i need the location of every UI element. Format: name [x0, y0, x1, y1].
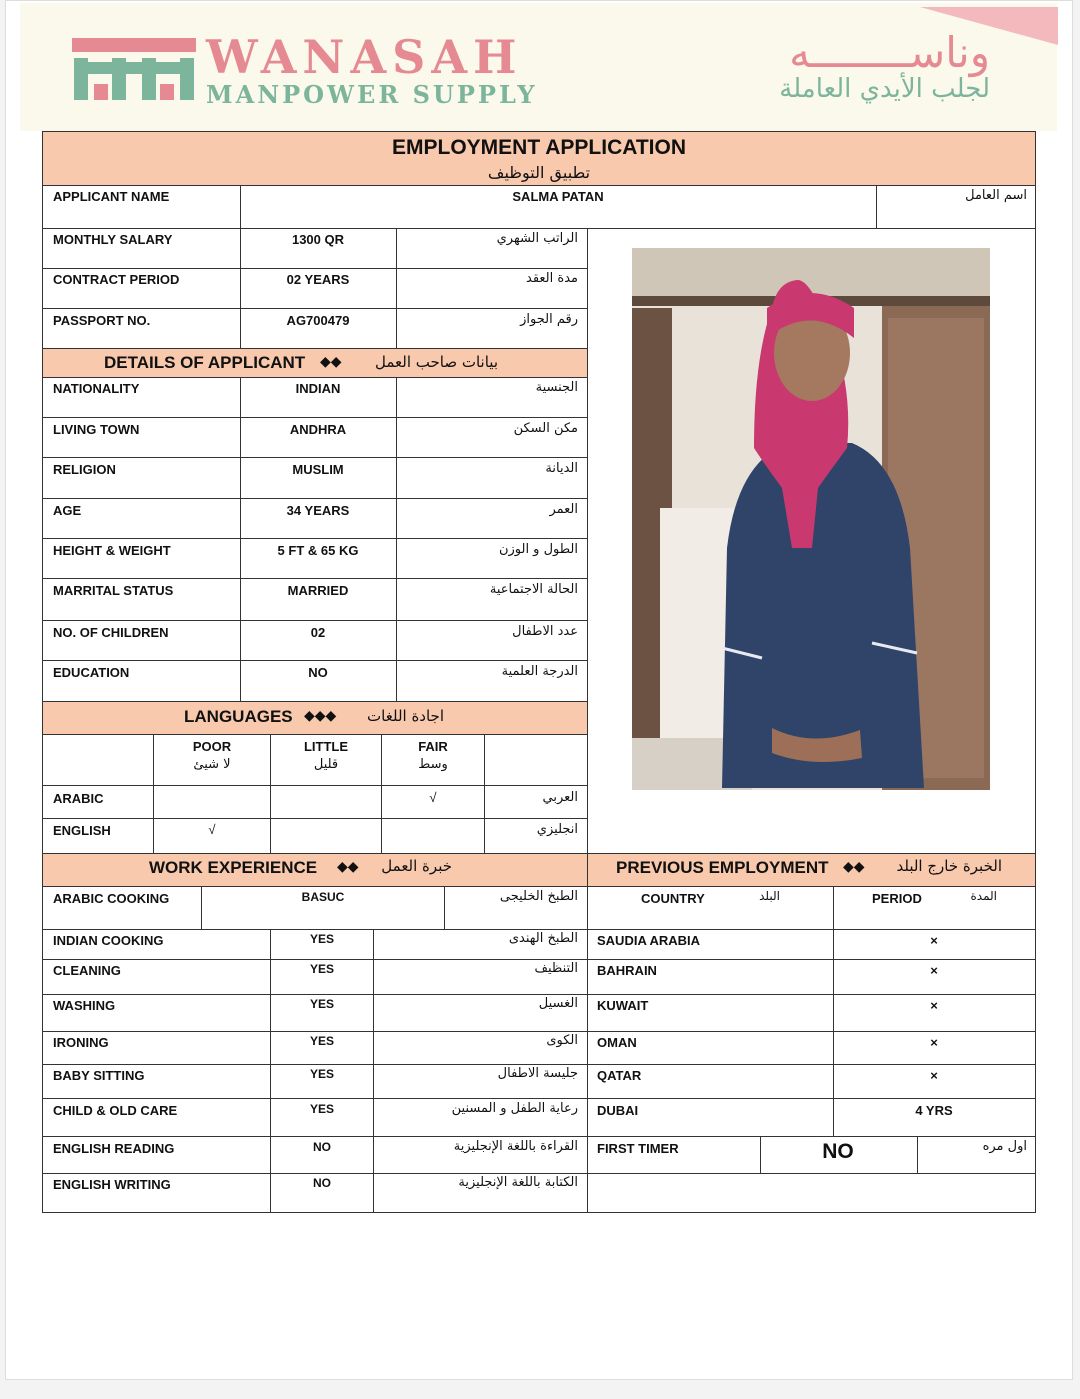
nationality-label: NATIONALITY — [53, 381, 140, 396]
level-little-ar: قليل — [313, 757, 339, 772]
level-little: LITTLE — [303, 739, 349, 754]
prev-period-col-ar: المدة — [970, 889, 997, 903]
logo-brand-en: WANASAH — [206, 30, 523, 84]
work-english-writing-label-ar: الكتابة باللغة الإنجليزية — [458, 1175, 578, 1190]
marital-status-label: MARRITAL STATUS — [53, 583, 174, 598]
form-title-ar: تطبيق التوظيف — [487, 163, 591, 182]
table-cell — [833, 886, 1036, 930]
level-poor-ar: لا شيئ — [193, 757, 231, 772]
work-ironing-label-ar: الكوى — [546, 1033, 578, 1048]
work-indian-cooking-label-ar: الطبخ الهندى — [508, 931, 578, 946]
work-arabic-cooking-label-ar: الطبخ الخليجى — [499, 889, 578, 904]
salary-label: MONTHLY SALARY — [53, 232, 173, 247]
age-value: 34 YEARS — [286, 503, 350, 518]
work-baby-sitting-value: YES — [309, 1067, 335, 1081]
details-header-label-ar: بيانات صاحب العمل — [375, 353, 498, 371]
prev-country-oman: OMAN — [597, 1035, 637, 1050]
living-town-label-ar: مكن السكن — [513, 421, 578, 436]
applicant-photo — [632, 248, 990, 790]
lang-english-poor: √ — [208, 822, 216, 837]
work-english-reading-label: ENGLISH READING — [53, 1141, 175, 1156]
work-header-label-ar: خبرة العمل — [381, 857, 452, 875]
work-cleaning-label: CLEANING — [53, 963, 121, 978]
work-washing-label-ar: الغسيل — [538, 996, 578, 1011]
work-child-old-care-label-ar: رعاية الطفل و المسنين — [451, 1101, 578, 1116]
details-header-label: DETAILS OF APPLICANT — [104, 353, 306, 372]
religion-label-ar: الديانة — [545, 461, 578, 476]
children-value: 02 — [310, 625, 326, 640]
prev-header-label-ar: الخبرة خارج البلد — [896, 857, 1002, 875]
first-timer-label-ar: اول مره — [982, 1139, 1027, 1154]
education-value: NO — [308, 665, 328, 680]
lang-arabic-fair: √ — [429, 790, 437, 805]
work-header-label: WORK EXPERIENCE — [149, 858, 318, 877]
work-indian-cooking-value: YES — [309, 932, 335, 946]
work-english-writing-value: NO — [313, 1176, 331, 1190]
work-english-reading-label-ar: القراءة باللغة الإنجليزية — [453, 1139, 578, 1154]
level-fair-ar: وسط — [418, 757, 448, 772]
contract-value: 02 YEARS — [286, 272, 350, 287]
work-ironing-label: IRONING — [53, 1035, 109, 1050]
prev-country-qatar: QATAR — [597, 1068, 642, 1083]
form-title: EMPLOYMENT APPLICATION — [392, 136, 686, 159]
lang-english-label-ar: انجليزي — [536, 822, 578, 837]
work-child-old-care-label: CHILD & OLD CARE — [53, 1103, 178, 1118]
salary-label-ar: الراتب الشهري — [496, 231, 578, 246]
education-label-ar: الدرجة العلمية — [501, 664, 578, 679]
work-english-writing-label: ENGLISH WRITING — [53, 1177, 171, 1192]
prev-period-dubai: 4 YRS — [915, 1103, 953, 1118]
languages-header-label-ar: اجادة اللغات — [367, 707, 444, 725]
prev-period-col: PERIOD — [872, 891, 922, 906]
prev-header-diamonds: ◆◆ — [843, 858, 865, 874]
work-arabic-cooking-label: ARABIC COOKING — [53, 891, 170, 906]
table-cell — [270, 818, 382, 854]
languages-header-diamonds: ◆◆◆ — [304, 707, 337, 723]
work-child-old-care-value: YES — [309, 1102, 335, 1116]
applicant-name-value: SALMA PATAN — [512, 189, 604, 204]
prev-country-col-ar: البلد — [759, 889, 780, 903]
prev-country-dubai: DUBAI — [597, 1103, 639, 1118]
applicant-name-label-ar: اسم العامل — [965, 188, 1027, 203]
work-cleaning-value: YES — [309, 962, 335, 976]
passport-label-ar: رقم الجواز — [520, 312, 578, 327]
level-fair: FAIR — [418, 739, 448, 754]
work-baby-sitting-label: BABY SITTING — [53, 1068, 145, 1083]
age-label-ar: العمر — [549, 502, 578, 517]
work-arabic-cooking-value: BASUC — [301, 890, 345, 904]
logo-sub-ar: لجلب الأيدي العاملة — [779, 74, 990, 104]
marital-status-label-ar: الحالة الاجتماعية — [489, 582, 578, 597]
salary-value: 1300 QR — [291, 232, 345, 247]
prev-period-qatar: × — [930, 1068, 938, 1083]
first-timer-label: FIRST TIMER — [597, 1141, 679, 1156]
applicant-name-label: APPLICANT NAME — [53, 189, 170, 204]
table-cell — [270, 785, 382, 819]
details-header-diamonds: ◆◆ — [320, 353, 342, 369]
age-label: AGE — [53, 503, 82, 518]
contract-label: CONTRACT PERIOD — [53, 272, 180, 287]
passport-label: PASSPORT NO. — [53, 313, 151, 328]
marital-status-value: MARRIED — [287, 583, 349, 598]
prev-country-col: COUNTRY — [641, 891, 705, 906]
languages-header-label: LANGUAGES — [184, 707, 293, 726]
lang-arabic-label-ar: العربي — [542, 790, 578, 805]
religion-label: RELIGION — [53, 462, 116, 477]
passport-value: AG700479 — [286, 313, 350, 328]
table-cell — [484, 734, 588, 786]
lang-arabic-label: ARABIC — [53, 791, 104, 806]
work-baby-sitting-label-ar: جليسة الاطفال — [497, 1066, 578, 1081]
religion-value: MUSLIM — [292, 462, 344, 477]
living-town-value: ANDHRA — [289, 422, 347, 437]
prev-country-bahrain: BAHRAIN — [597, 963, 657, 978]
height-weight-label-ar: الطول و الوزن — [498, 542, 578, 557]
table-cell — [42, 734, 154, 786]
lang-english-label: ENGLISH — [53, 823, 111, 838]
prev-period-saudi: × — [930, 933, 938, 948]
children-label: NO. OF CHILDREN — [53, 625, 169, 640]
contract-label-ar: مدة العقد — [526, 271, 578, 286]
prev-header-label: PREVIOUS EMPLOYMENT — [616, 858, 829, 877]
wanasah-logo-icon — [72, 38, 196, 102]
table-cell — [587, 1173, 1036, 1213]
height-weight-value: 5 FT & 65 KG — [277, 543, 359, 558]
height-weight-label: HEIGHT & WEIGHT — [53, 543, 171, 558]
children-label-ar: عدد الاطفال — [512, 624, 578, 639]
table-cell — [587, 886, 834, 930]
logo-sub-en: MANPOWER SUPPLY — [206, 80, 538, 109]
work-indian-cooking-label: INDIAN COOKING — [53, 933, 164, 948]
prev-period-oman: × — [930, 1035, 938, 1050]
work-ironing-value: YES — [309, 1034, 335, 1048]
nationality-label-ar: الجنسية — [535, 380, 578, 395]
level-poor: POOR — [192, 739, 232, 754]
work-header-diamonds: ◆◆ — [337, 858, 359, 874]
work-english-reading-value: NO — [313, 1140, 331, 1154]
work-washing-label: WASHING — [53, 998, 116, 1013]
table-cell — [381, 818, 485, 854]
work-washing-value: YES — [309, 997, 335, 1011]
first-timer-value: NO — [822, 1140, 854, 1163]
work-cleaning-label-ar: التنظيف — [534, 961, 578, 976]
prev-country-kuwait: KUWAIT — [597, 998, 649, 1013]
prev-period-bahrain: × — [930, 963, 938, 978]
prev-period-kuwait: × — [930, 998, 938, 1013]
nationality-value: INDIAN — [295, 381, 341, 396]
table-cell — [153, 785, 271, 819]
prev-country-saudi: SAUDIA ARABIA — [597, 933, 701, 948]
education-label: EDUCATION — [53, 665, 130, 680]
living-town-label: LIVING TOWN — [53, 422, 140, 437]
logo-brand-ar: وناســــــــه — [789, 28, 990, 77]
